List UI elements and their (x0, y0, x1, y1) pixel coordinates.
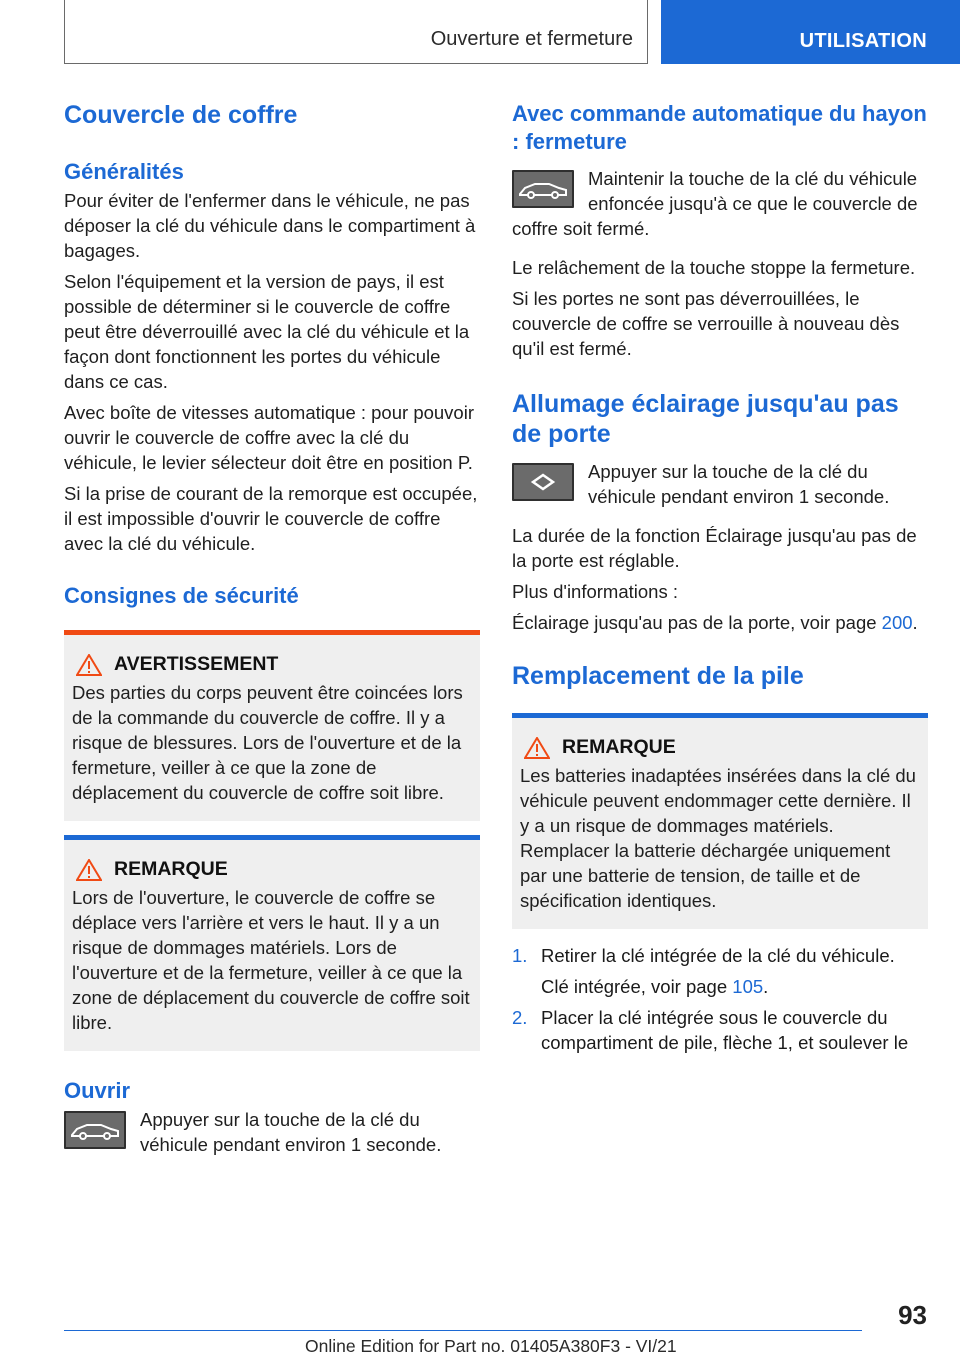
key-instruction-fermeture (512, 166, 928, 241)
step-number: 2. (512, 1007, 528, 1028)
heading-remplacement-pile: Remplacement de la pile (512, 662, 804, 690)
page-link-200[interactable]: 200 (881, 612, 913, 633)
note-box-coffre-title: REMARQUE (114, 858, 228, 880)
step-text: Retirer la clé intégrée de la clé du véhicule. (541, 945, 895, 966)
warning-box (64, 630, 480, 821)
right-column (512, 100, 928, 1055)
list-item (512, 1005, 928, 1055)
warning-triangle-icon (76, 859, 102, 881)
note-box-pile (512, 713, 928, 929)
heading-commande-automatique: Avec commande automatique du hayon : fermeture (512, 101, 927, 154)
note-box-pile-text: Les batteries inadaptées insérées dans la clé du véhicule peuvent endommager cette dernière. Il y a un risque de dommages matériels. Remplacer la batterie déchargée uniquement par une batterie de tension, de taille et de spécification identiques. (520, 765, 916, 911)
footer-divider (64, 1330, 862, 1331)
page-link-105[interactable]: 105 (732, 976, 764, 997)
header-section-box (64, 0, 648, 64)
warning-box-title: AVERTISSEMENT (114, 653, 279, 675)
step-subtext (541, 974, 928, 999)
note-box-coffre-text: Lors de l'ouverture, le couvercle de coffre se déplace vers l'arrière et vers le haut. Il y a un risque de dommages matériels. Lors de l'ouverture et de la fermeture, veiller à ce que la zone de déplacement du couvercle de coffre soit libre. (72, 887, 470, 1033)
note-box-pile-header (524, 736, 920, 759)
note-box-pile-title: REMARQUE (562, 736, 676, 758)
header-section-title: Ouverture et fermeture (430, 28, 633, 50)
left-column (64, 100, 480, 1157)
diamond-light-key-icon (512, 463, 574, 501)
para-eclairage-2: La durée de la fonction Éclairage jusqu'au pas de la porte est réglable. (512, 525, 917, 571)
para-eclairage-4 (512, 610, 928, 635)
note-box-coffre (64, 835, 480, 1051)
heading-eclairage: Allumage éclairage jusqu'au pas de porte (512, 390, 899, 448)
list-item (512, 943, 928, 999)
para-eclairage-1: Appuyer sur la touche de la clé du véhicule pendant environ 1 seconde. (588, 461, 890, 507)
para-fermeture-1: Maintenir la touche de la clé du véhicule enfoncée jusqu'à ce que le couvercle de coffre soit fermé. (512, 168, 918, 239)
warning-triangle-icon (524, 737, 550, 759)
step-subtext-end: . (763, 976, 769, 997)
car-trunk-key-icon (64, 1111, 126, 1149)
step-text: Placer la clé intégrée sous le couvercle du compartiment de pile, flèche 1, et soulever le (541, 1007, 909, 1053)
para-generalites-1: Pour éviter de l'enfermer dans le véhicule, ne pas déposer la clé du véhicule dans le compartiment à bagages. (64, 190, 476, 261)
step-number: 1. (512, 945, 528, 966)
key-instruction-ouvrir (64, 1107, 480, 1157)
para-generalites-3: Avec boîte de vitesses automatique : pour pouvoir ouvrir le couvercle de coffre avec la clé du véhicule, le levier sélecteur doit être en position P. (64, 402, 474, 473)
para-eclairage-4-text: Éclairage jusqu'au pas de la porte, voir page (512, 612, 882, 633)
para-generalites-4: Si la prise de courant de la remorque est occupée, il est impossible d'ouvrir le couvercle de coffre avec la clé du véhicule. (64, 483, 478, 554)
key-instruction-eclairage (512, 459, 928, 509)
warning-triangle-icon (76, 654, 102, 676)
header-chapter-label: UTILISATION (799, 30, 927, 52)
para-ouvrir: Appuyer sur la touche de la clé du véhicule pendant environ 1 seconde. (140, 1109, 442, 1155)
step-subtext-text: Clé intégrée, voir page (541, 976, 733, 997)
car-trunk-key-icon (512, 170, 574, 208)
warning-box-header (76, 653, 472, 676)
heading-generalites: Généralités (64, 159, 184, 184)
footer-edition: Online Edition for Part no. 01405A380F3 - VI/21 (305, 1336, 677, 1356)
para-eclairage-3: Plus d'informations : (512, 581, 678, 602)
header-chapter-tab (661, 0, 960, 64)
page-number: 93 (898, 1300, 927, 1330)
para-eclairage-4-end: . (912, 612, 918, 633)
warning-box-text: Des parties du corps peuvent être coincées lors de la commande du couvercle de coffre. Il y a risque de blessures. Lors de l'ouverture et de la fermeture, veiller à ce que la zone de déplacement du couvercle de coffre soit libre. (72, 682, 463, 803)
title-couvercle-de-coffre: Couvercle de coffre (64, 101, 298, 129)
para-generalites-2: Selon l'équipement et la version de pays, il est possible de déterminer si le couvercle de coffre peut être déverrouillé avec la clé du véhicule et la façon dont fonctionnent les portes du véhicule dans ce cas. (64, 271, 470, 392)
para-fermeture-3: Si les portes ne sont pas déverrouillées, le couvercle de coffre se verrouille à nouveau dès qu'il est fermé. (512, 288, 900, 359)
note-box-coffre-header (76, 858, 472, 881)
para-fermeture-2: Le relâchement de la touche stoppe la fermeture. (512, 257, 916, 278)
steps-list (512, 943, 928, 1055)
heading-consignes-securite: Consignes de sécurité (64, 583, 299, 608)
heading-ouvrir: Ouvrir (64, 1078, 131, 1103)
